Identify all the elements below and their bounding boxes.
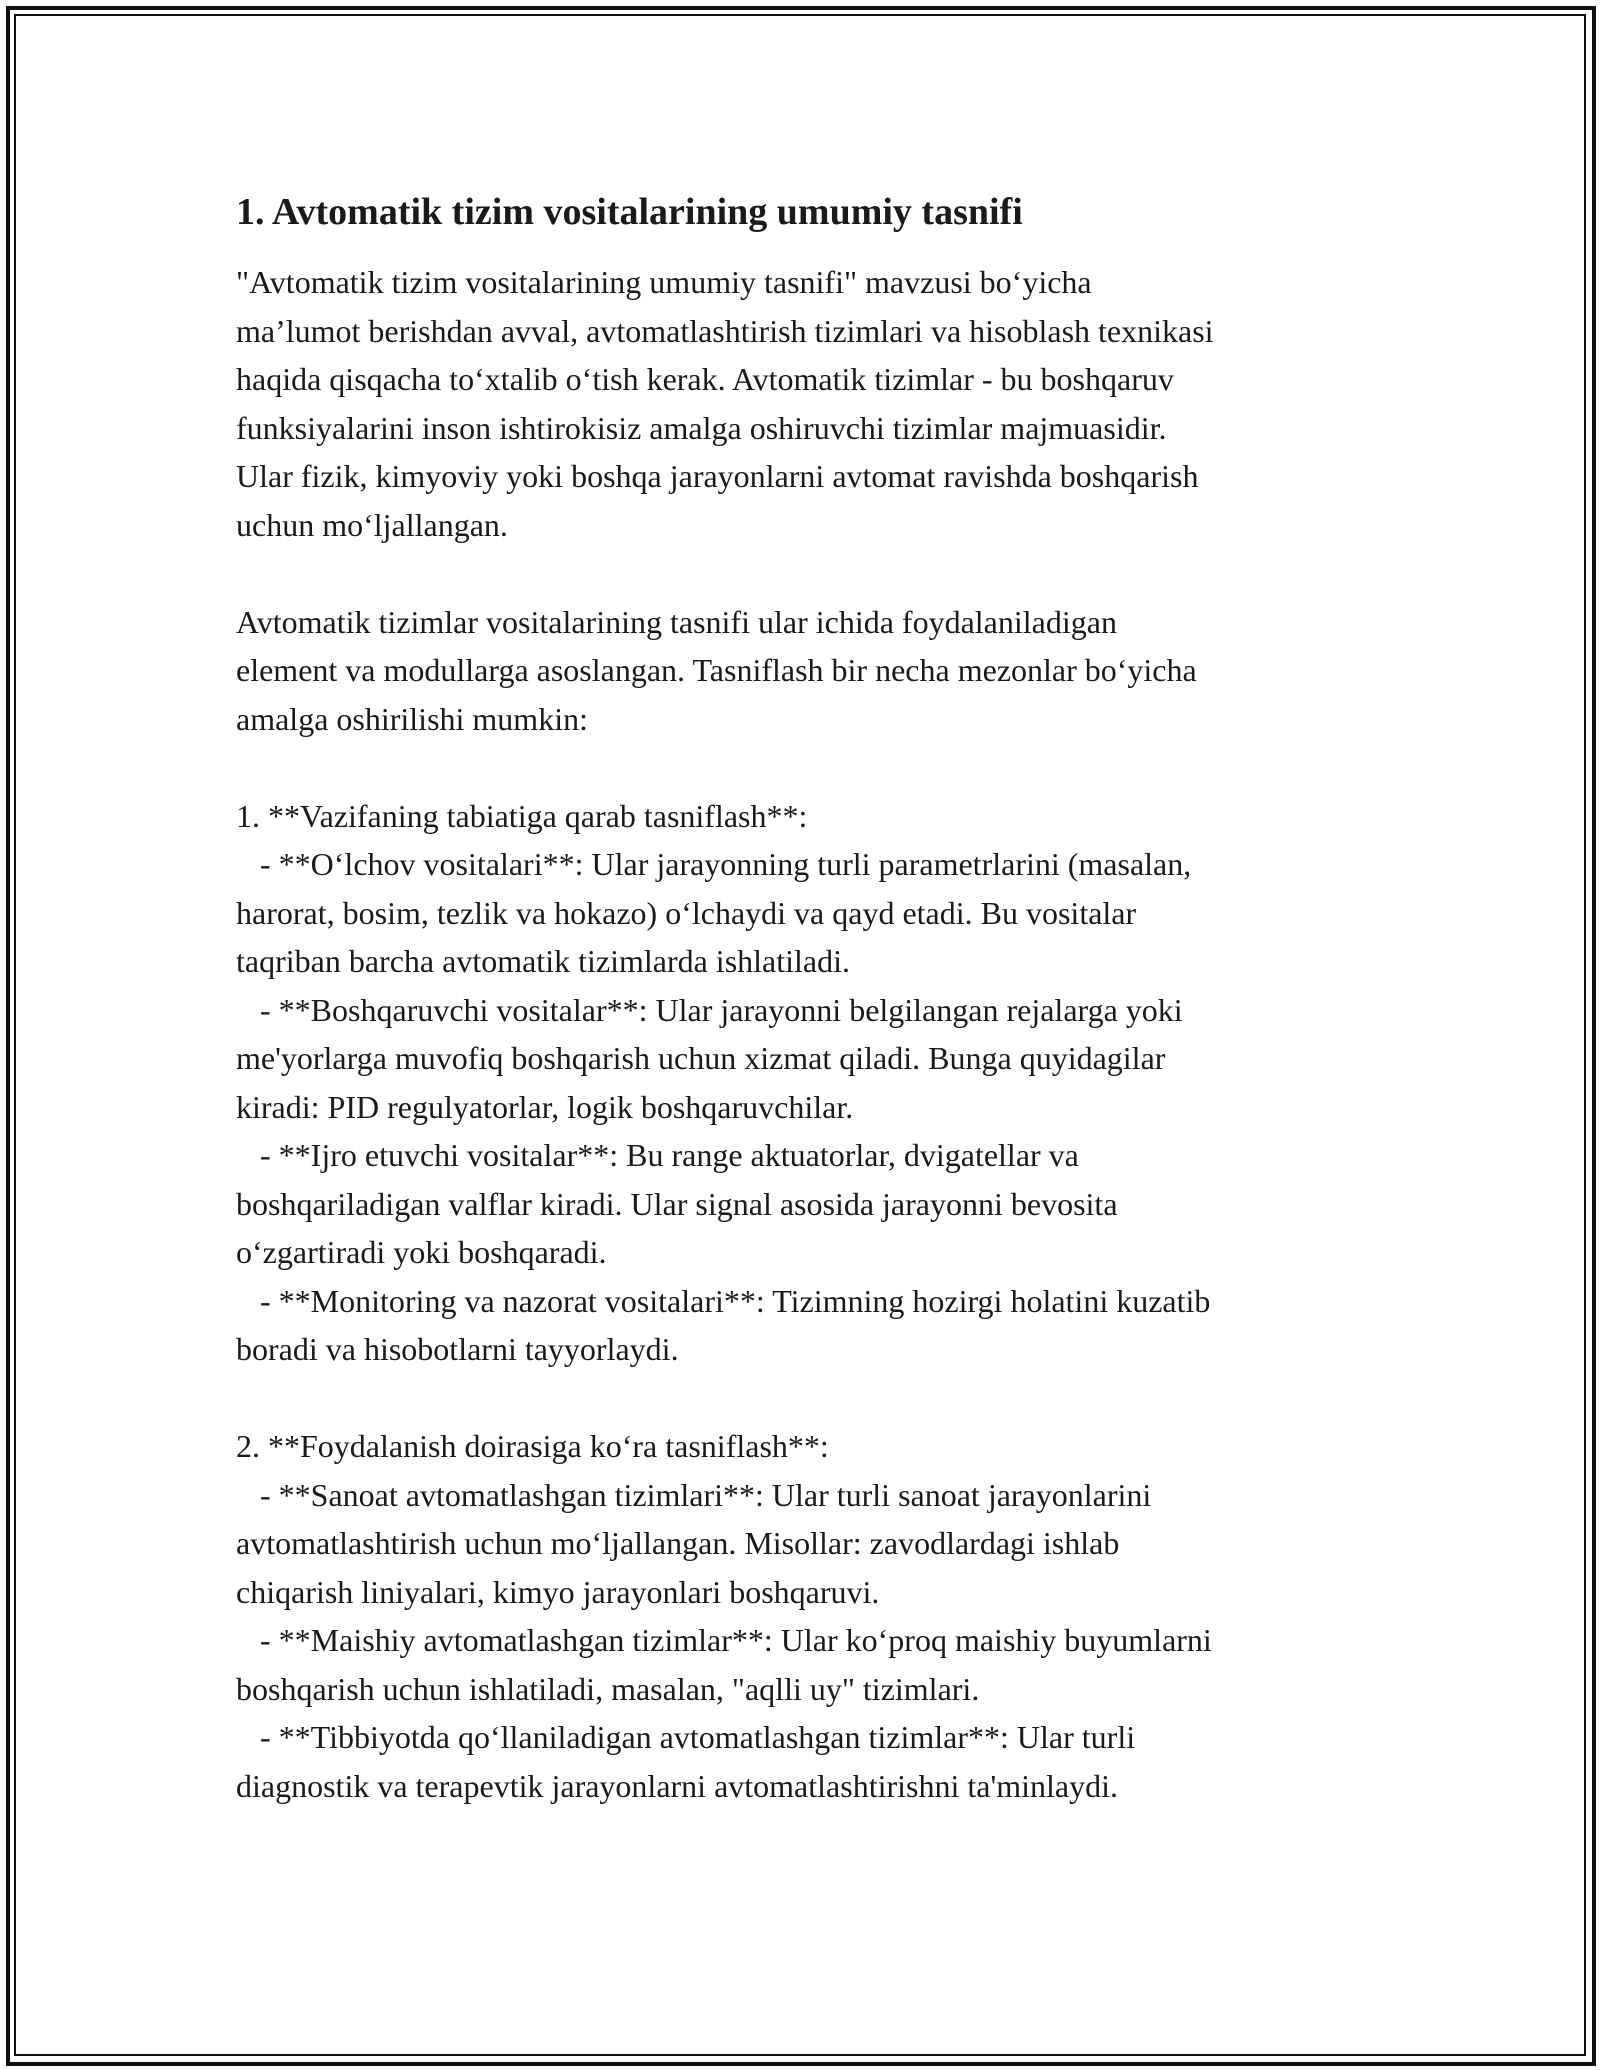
list-section-2: 2. **Foydalanish doirasiga ko‘ra tasniflash**: - **Sanoat avtomatlashgan tizimlari**: Ular turli sanoat jarayonlarini avtomatlashtirish uchun mo‘ljallangan. Misollar: zavodlardagi ishlab chiqarish liniyalari, kimyo jarayonlari boshqaruvi. - **Maishiy avtomatlashgan tizimlar**: Ular ko‘proq maishiy buyumlarni boshqarish uchun ishlatiladi, masalan, "aqlli uy" tizimlari. - **Tibbiyotda qo‘llaniladigan avtomatlashgan tizimlar**: Ular turli diagnostik va terapevtik jarayonlarni avtomatlashtirishni ta'minlaydi. — [236, 1428, 1212, 1804]
intro-paragraph: "Avtomatik tizim vositalarining umumiy tasnifi" mavzusi bo‘yicha ma’lumot berishdan avval, avtomatlashtirish tizimlari va hisoblash texnikasi haqida qisqacha to‘xtalib o‘tish kerak. Avtomatik tizimlar - bu boshqaruv funksiyalarini inson ishtirokisiz amalga oshiruvchi tizimlar majmuasidir. Ular fizik, kimyoviy yoki boshqa jarayonlarni avtomat ravishda boshqarish uchun mo‘ljallangan. — [236, 264, 1214, 543]
document-title: 1. Avtomatik tizim vositalarining umumiy tasnifi — [236, 191, 1023, 233]
paragraph-spacer — [236, 743, 1366, 792]
classification-intro-paragraph: Avtomatik tizimlar vositalarining tasnifi ular ichida foydalaniladigan element va modullarga asoslangan. Tasniflash bir necha mezonlar bo‘yicha amalga oshirilishi mumkin: — [236, 603, 1197, 737]
paragraph-spacer — [236, 1374, 1366, 1423]
list-section-1: 1. **Vazifaning tabiatiga qarab tasniflash**: - **O‘lchov vositalari**: Ular jarayonning turli parametrlarini (masalan, harorat, bosim, tezlik va hokazo) o‘lchaydi va qayd etadi. Bu vositalar taqriban barcha avtomatik tizimlarda ishlatiladi. - **Boshqaruvchi vositalar**: Ular jarayonni belgilangan rejalarga yoki me'yorlarga muvofiq boshqarish uchun xizmat qiladi. Bunga quyidagilar kiradi: PID regulyatorlar, logik boshqaruvchilar. - **Ijro etuvchi vositalar**: Bu range aktuatorlar, dvigatellar va boshqariladigan valflar kiradi. Ular signal asosida jarayonni bevosita o‘zgartiradi yoki boshqaradi. - **Monitoring va nazorat vositalari**: Tizimning hozirgi holatini kuzatib boradi va hisobotlarni tayyorlaydi. — [236, 797, 1211, 1367]
paragraph-spacer — [236, 549, 1366, 598]
document-body — [236, 188, 1366, 1810]
